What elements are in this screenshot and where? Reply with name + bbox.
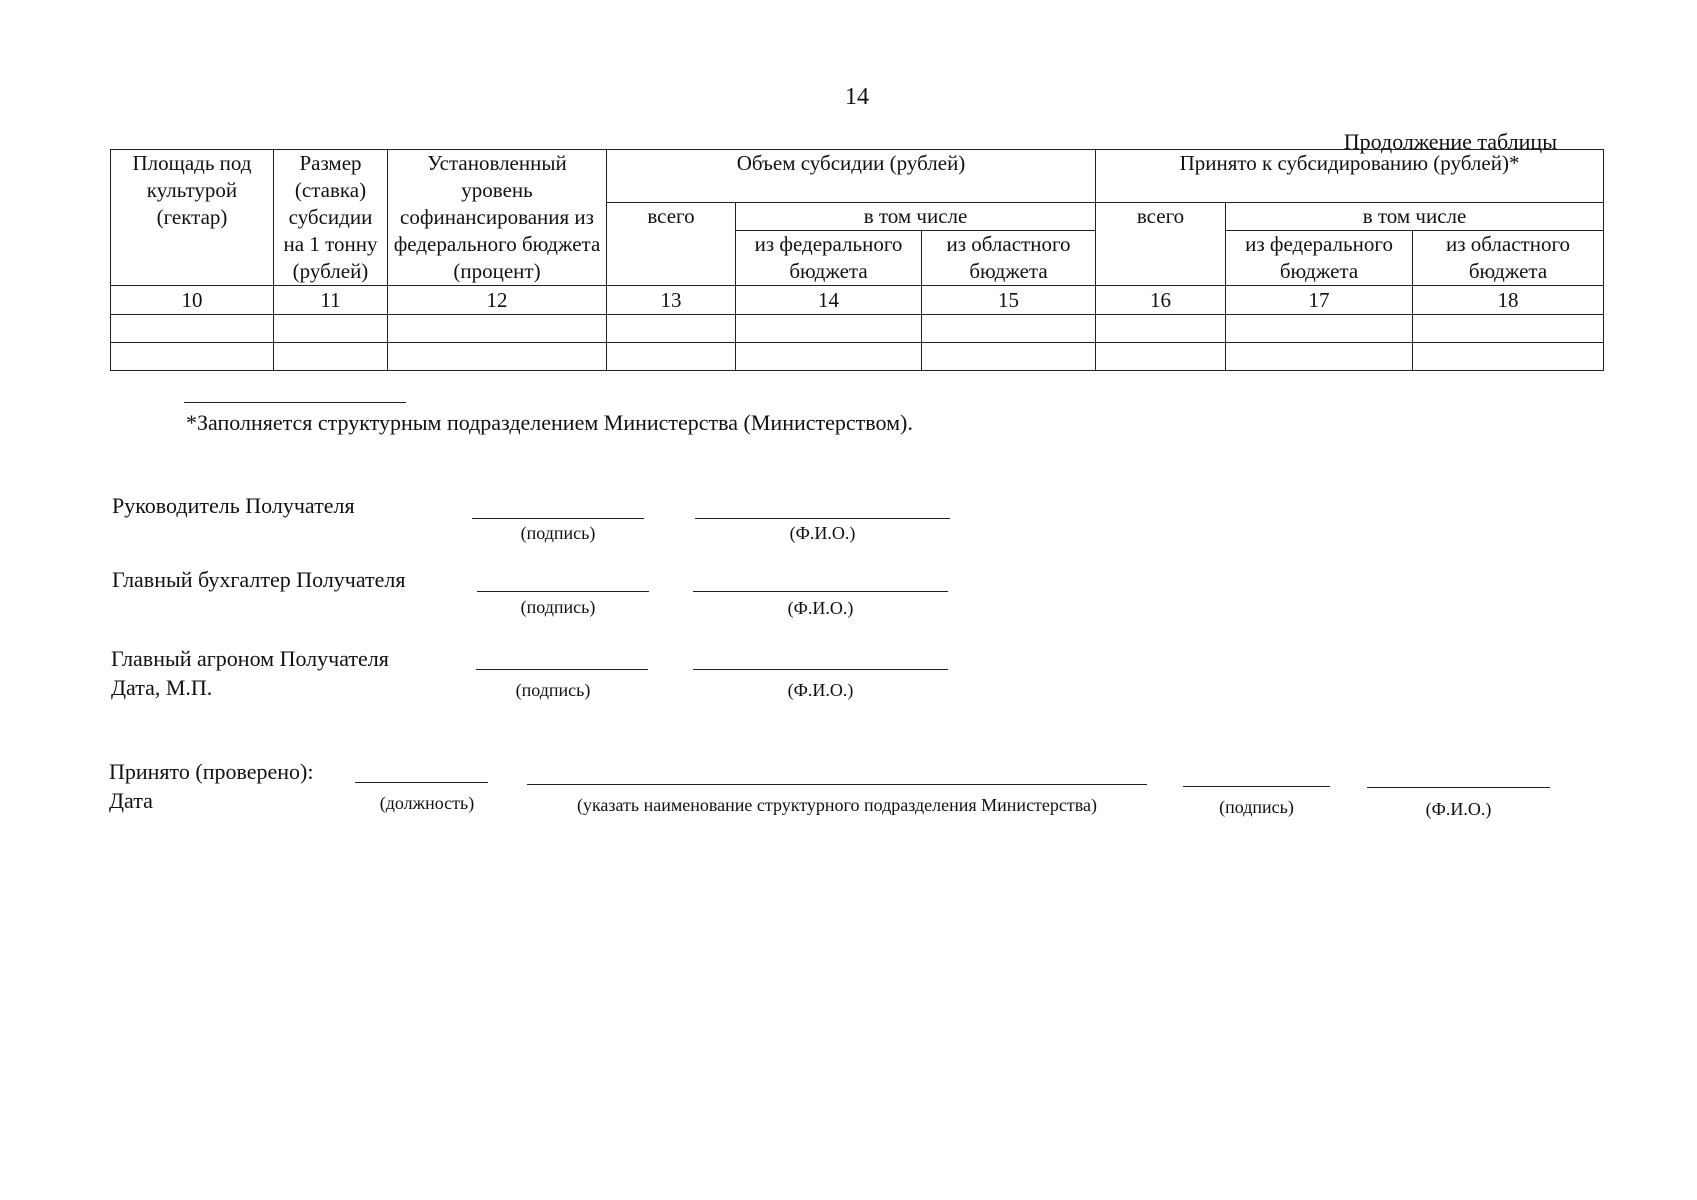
header-volume-total: всего [607,203,736,286]
page-number: 14 [845,84,869,110]
head-signature-line[interactable] [472,518,644,519]
accountant-signature-caption: (подпись) [520,597,596,617]
footnote-divider [184,402,406,403]
column-number-row [111,286,1604,315]
agronomist-fio-line[interactable] [693,669,948,670]
empty-cell[interactable] [1096,315,1226,343]
subsidy-table [110,149,1604,371]
acceptance-fio-caption: (Ф.И.О.) [1425,799,1492,819]
header-cofinancing: Установленный уровень софинансирования из федерального бюджета (процент) [388,150,607,286]
head-label: Руководитель Получателя [112,493,355,518]
footnote: *Заполняется структурным подразделением Министерства (Министерством). [186,410,913,435]
empty-cell[interactable] [736,315,922,343]
empty-cell[interactable] [388,343,607,371]
header-accepted-total: всего [1096,203,1226,286]
acceptance-date-label: Дата [109,788,153,813]
column-number: 12 [388,286,607,315]
header-volume-regional: из областного бюджета [922,231,1096,286]
empty-cell[interactable] [274,343,388,371]
header-volume-including: в том числе [736,203,1096,231]
acceptance-signature-caption: (подпись) [1219,797,1294,817]
empty-cell[interactable] [607,343,736,371]
column-number: 10 [111,286,274,315]
head-signature-caption: (подпись) [520,523,596,543]
header-accepted-federal: из федерального бюджета [1226,231,1413,286]
acceptance-fio-line[interactable] [1367,787,1550,788]
empty-cell[interactable] [274,315,388,343]
table-row [111,315,1604,343]
header-accepted: Принято к субсидированию (рублей)* [1096,150,1604,203]
empty-cell[interactable] [1096,343,1226,371]
head-fio-caption: (Ф.И.О.) [789,523,856,543]
column-number: 18 [1413,286,1604,315]
column-number: 15 [922,286,1096,315]
header-accepted-regional: из областного бюджета [1413,231,1604,286]
empty-cell[interactable] [1413,343,1604,371]
column-number: 16 [1096,286,1226,315]
header-accepted-including: в том числе [1226,203,1604,231]
empty-cell[interactable] [607,315,736,343]
empty-cell[interactable] [1413,315,1604,343]
agronomist-signature-line[interactable] [476,669,648,670]
agronomist-label: Главный агроном Получателя [111,646,389,671]
accountant-fio-line[interactable] [693,591,948,592]
column-number: 17 [1226,286,1413,315]
empty-cell[interactable] [736,343,922,371]
date-seal-label: Дата, М.П. [111,675,213,700]
department-line[interactable] [527,784,1147,785]
empty-cell[interactable] [1226,343,1413,371]
position-caption: (должность) [379,793,475,813]
accountant-label: Главный бухгалтер Получателя [112,567,406,592]
column-number: 13 [607,286,736,315]
table-row [111,343,1604,371]
header-rate: Размер (ставка) субсидии на 1 тонну (рублей) [274,150,388,286]
agronomist-fio-caption: (Ф.И.О.) [787,680,854,700]
header-area: Площадь под культурой (гектар) [111,150,274,286]
empty-cell[interactable] [111,315,274,343]
continuation-label: Продолжение таблицы [1343,129,1557,154]
empty-cell[interactable] [922,315,1096,343]
empty-cell[interactable] [388,315,607,343]
accountant-signature-line[interactable] [477,591,649,592]
column-number: 14 [736,286,922,315]
acceptance-label: Принято (проверено): [109,759,314,784]
position-line[interactable] [355,782,488,783]
header-subsidy-volume: Объем субсидии (рублей) [607,150,1096,203]
empty-cell[interactable] [111,343,274,371]
accountant-fio-caption: (Ф.И.О.) [787,598,854,618]
header-volume-federal: из федерального бюджета [736,231,922,286]
head-fio-line[interactable] [695,518,950,519]
empty-cell[interactable] [1226,315,1413,343]
acceptance-signature-line[interactable] [1183,786,1330,787]
department-caption: (указать наименование структурного подразделения Министерства) [576,795,1098,815]
agronomist-signature-caption: (подпись) [515,680,591,700]
empty-cell[interactable] [922,343,1096,371]
column-number: 11 [274,286,388,315]
